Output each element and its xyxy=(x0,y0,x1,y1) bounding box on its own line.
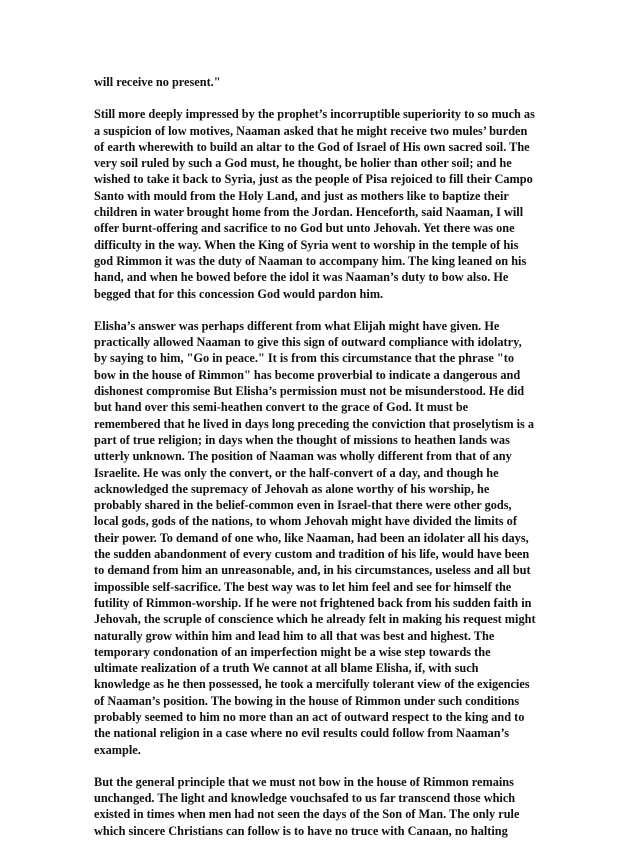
text-line: existed in times when men had not seen the days of the Son of Man. The only rule xyxy=(94,807,520,822)
text-line: knowledge as he then possessed, he took a mercifully tolerant view of the exigencies xyxy=(94,677,530,692)
text-line: impossible self-sacrifice. The best way was to let him feel and see for himself the xyxy=(94,579,512,594)
text-line: part of true religion; in days when the thought of missions to heathen lands was xyxy=(94,432,510,447)
text-line: bow in the house of Rimmon" has become proverbial to indicate a dangerous and xyxy=(94,367,521,382)
text-line: Jehovah, the scruple of conscience which he already felt in making his request might xyxy=(94,612,536,627)
text-line: utterly unknown. The position of Naaman was wholly different from that of any xyxy=(94,449,512,464)
text-line: But the general principle that we must not bow in the house of Rimmon remains xyxy=(94,774,514,789)
text-line: the national religion in a case where no evil results could follow from Naaman’s xyxy=(94,726,510,741)
text-line: by saying to him, "Go in peace." It is from this circumstance that the phrase "to xyxy=(94,351,515,366)
text-line: begged that for this concession God would pardon him. xyxy=(94,286,384,301)
text-line: futility of Rimmon-worship. If he were not frightened back from his sudden faith in xyxy=(94,595,532,610)
text-line: the sudden abandonment of every custom and tradition of his life, would have been xyxy=(94,547,530,562)
text-line: a suspicion of low motives, Naaman asked that he might receive two mules’ burden xyxy=(94,123,528,138)
text-line: ultimate realization of a truth We cannot at all blame Elisha, if, with such xyxy=(94,661,479,676)
text-line: wished to take it back to Syria, just as the people of Pisa rejoiced to fill their Campo xyxy=(94,172,533,187)
text-line: dishonest compromise But Elisha’s permission must not be misunderstood. He did xyxy=(94,384,525,399)
text-line: very soil ruled by such a God must, he thought, be holier than other soil; and he xyxy=(94,156,512,171)
text-line: hand, and when he bowed before the idol it was Naaman’s duty to bow also. He xyxy=(94,270,509,285)
text-line: example. xyxy=(94,742,141,757)
paragraph xyxy=(94,774,546,839)
text-line: Santo with mould from the Holy Land, and just as mothers like to baptize their xyxy=(94,188,509,203)
text-line: but hand over this semi-heathen convert to the grace of God. It must be xyxy=(94,400,469,415)
text-line: to demand from him an unreasonable, and, in his circumstances, useless and all but xyxy=(94,563,531,578)
text-line: of Naaman’s position. The bowing in the house of Rimmon under such conditions xyxy=(94,693,520,708)
paragraph xyxy=(94,74,546,90)
text-line: practically allowed Naaman to give this sign of outward compliance with idolatry, xyxy=(94,335,522,350)
text-line: Israelite. He was only the convert, or the half-convert of a day, and though he xyxy=(94,465,499,480)
paragraph xyxy=(94,318,546,758)
text-line: difficulty in the way. When the King of Syria went to worship in the temple of his xyxy=(94,237,519,252)
text-line: probably seemed to him no more than an act of outward respect to the king and to xyxy=(94,709,525,724)
text-line: their power. To demand of one who, like Naaman, had been an idolater all his days, xyxy=(94,530,529,545)
document-body xyxy=(94,74,546,855)
text-line: which sincere Christians can follow is to have no truce with Canaan, no halting xyxy=(94,823,508,838)
paragraph xyxy=(94,106,546,302)
text-line: remembered that he lived in days long preceding the conviction that proselytism is a xyxy=(94,416,535,431)
text-line: children in water brought home from the Jordan. Henceforth, said Naaman, I will xyxy=(94,205,524,220)
text-line: god Rimmon it was the duty of Naaman to accompany him. The king leaned on his xyxy=(94,253,527,268)
text-line: acknowledged the supremacy of Jehovah as alone worthy of his worship, he xyxy=(94,481,490,496)
text-line: probably shared in the belief-common even in Israel-that there were other gods, xyxy=(94,498,512,513)
text-line: of earth wherewith to build an altar to the God of Israel of His own sacred soil. The xyxy=(94,139,530,154)
text-line: offer burnt-offering and sacrifice to no God but unto Jehovah. Yet there was one xyxy=(94,221,515,236)
text-line: naturally grow within him and lead him to all that was best and highest. The xyxy=(94,628,495,643)
text-line: temporary condonation of an imperfection might be a wise step towards the xyxy=(94,644,491,659)
text-line: Still more deeply impressed by the prophet’s incorruptible superiority to so much as xyxy=(94,107,535,122)
text-line: unchanged. The light and knowledge vouchsafed to us far transcend those which xyxy=(94,791,516,806)
text-line: local gods, gods of the nations, to whom Jehovah might have divided the limits of xyxy=(94,514,517,529)
text-line: Elisha’s answer was perhaps different from what Elijah might have given. He xyxy=(94,318,500,333)
text-line: will receive no present." xyxy=(94,75,221,89)
